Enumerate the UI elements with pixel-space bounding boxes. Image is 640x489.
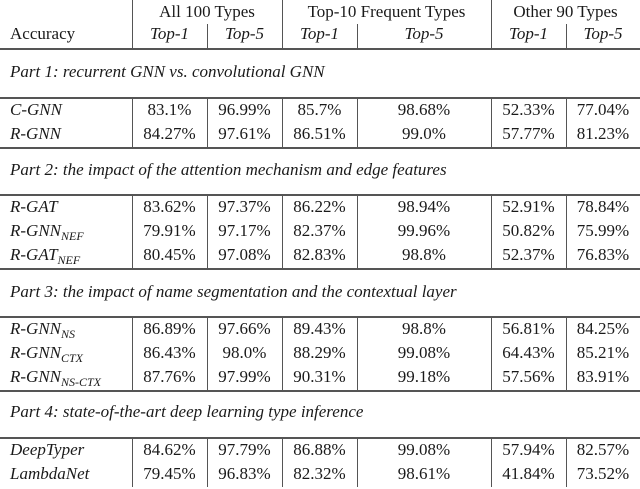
value-cell: 97.99% bbox=[218, 367, 271, 386]
divider bbox=[282, 0, 283, 49]
model-name: R-GNN bbox=[10, 221, 61, 240]
divider bbox=[0, 48, 640, 50]
value-cell: 82.37% bbox=[293, 221, 346, 240]
divider bbox=[132, 97, 133, 147]
value-cell: 98.8% bbox=[402, 245, 446, 264]
row-label bbox=[10, 438, 84, 462]
row-label bbox=[10, 341, 83, 365]
value-cell: 96.99% bbox=[218, 100, 271, 119]
value-cell: 73.52% bbox=[576, 464, 630, 483]
row-label bbox=[10, 195, 58, 219]
divider bbox=[491, 194, 492, 268]
value-cell: 98.8% bbox=[402, 319, 446, 338]
value-cell: 87.76% bbox=[143, 367, 196, 386]
divider bbox=[491, 0, 492, 49]
divider bbox=[357, 24, 358, 49]
value-cell: 83.1% bbox=[147, 100, 192, 119]
value-cell: 97.61% bbox=[218, 124, 271, 143]
value-cell: 75.99% bbox=[576, 221, 630, 240]
divider bbox=[357, 437, 358, 487]
model-name: R-GNN bbox=[10, 124, 61, 143]
divider bbox=[0, 147, 640, 149]
model-name: R-GNN bbox=[10, 343, 61, 362]
model-name: C-GNN bbox=[10, 100, 62, 119]
value-cell: 52.91% bbox=[502, 197, 555, 216]
value-cell: 78.84% bbox=[576, 197, 630, 216]
row-label bbox=[10, 365, 101, 389]
value-cell: 81.23% bbox=[576, 124, 630, 143]
row-label bbox=[10, 243, 80, 267]
header-subcol: Top-1 bbox=[299, 24, 340, 43]
value-cell: 86.43% bbox=[143, 343, 196, 362]
divider bbox=[357, 194, 358, 268]
divider bbox=[207, 97, 208, 147]
value-cell: 82.83% bbox=[293, 245, 346, 264]
divider bbox=[566, 97, 567, 147]
value-cell: 89.43% bbox=[293, 319, 346, 338]
value-cell: 99.96% bbox=[397, 221, 451, 240]
divider bbox=[132, 316, 133, 390]
divider bbox=[357, 97, 358, 147]
divider bbox=[207, 24, 208, 49]
row-label bbox=[10, 98, 62, 122]
row-label bbox=[10, 219, 84, 243]
value-cell: 52.33% bbox=[502, 100, 555, 119]
divider bbox=[491, 316, 492, 390]
divider bbox=[357, 316, 358, 390]
value-cell: 86.51% bbox=[293, 124, 346, 143]
divider bbox=[282, 194, 283, 268]
value-cell: 41.84% bbox=[502, 464, 555, 483]
divider bbox=[207, 437, 208, 487]
divider bbox=[207, 316, 208, 390]
header-group: All 100 Types bbox=[159, 2, 255, 21]
model-name: R-GNN bbox=[10, 319, 61, 338]
header-subcol: Top-5 bbox=[404, 24, 444, 43]
divider bbox=[132, 437, 133, 487]
divider bbox=[132, 0, 133, 49]
part-title: Part 4: state-of-the-art deep learning type inference bbox=[10, 402, 364, 421]
divider bbox=[282, 97, 283, 147]
value-cell: 84.27% bbox=[143, 124, 196, 143]
row-label bbox=[10, 462, 89, 486]
value-cell: 97.66% bbox=[218, 319, 271, 338]
header-row-label: Accuracy bbox=[10, 24, 76, 43]
value-cell: 90.31% bbox=[293, 367, 346, 386]
divider bbox=[566, 437, 567, 487]
value-cell: 97.37% bbox=[218, 197, 271, 216]
model-variant: NEF bbox=[61, 229, 84, 243]
value-cell: 86.88% bbox=[293, 440, 346, 459]
value-cell: 85.7% bbox=[297, 100, 342, 119]
model-name: DeepTyper bbox=[10, 440, 85, 459]
model-name: R-GAT bbox=[10, 197, 58, 216]
value-cell: 57.56% bbox=[502, 367, 555, 386]
header-group: Top-10 Frequent Types bbox=[307, 2, 466, 21]
divider bbox=[0, 268, 640, 270]
value-cell: 57.94% bbox=[502, 440, 555, 459]
value-cell: 77.04% bbox=[576, 100, 630, 119]
model-variant: NS bbox=[61, 327, 76, 341]
divider bbox=[491, 97, 492, 147]
value-cell: 83.62% bbox=[143, 197, 196, 216]
divider bbox=[282, 316, 283, 390]
divider bbox=[0, 390, 640, 392]
value-cell: 82.32% bbox=[293, 464, 346, 483]
value-cell: 97.79% bbox=[218, 440, 271, 459]
value-cell: 96.83% bbox=[218, 464, 271, 483]
value-cell: 99.0% bbox=[402, 124, 446, 143]
header-group: Other 90 Types bbox=[513, 2, 618, 21]
divider bbox=[207, 194, 208, 268]
divider bbox=[566, 24, 567, 49]
divider bbox=[282, 437, 283, 487]
value-cell: 50.82% bbox=[502, 221, 555, 240]
value-cell: 99.18% bbox=[397, 367, 451, 386]
value-cell: 97.17% bbox=[218, 221, 271, 240]
header-subcol: Top-1 bbox=[149, 24, 190, 43]
value-cell: 57.77% bbox=[502, 124, 555, 143]
value-cell: 88.29% bbox=[293, 343, 346, 362]
part-title: Part 3: the impact of name segmentation and the contextual layer bbox=[10, 282, 457, 301]
divider bbox=[566, 194, 567, 268]
header-subcol: Top-5 bbox=[224, 24, 265, 43]
divider bbox=[132, 194, 133, 268]
divider bbox=[491, 437, 492, 487]
value-cell: 56.81% bbox=[502, 319, 555, 338]
model-variant: NS-CTX bbox=[61, 375, 102, 389]
value-cell: 84.62% bbox=[143, 440, 196, 459]
value-cell: 76.83% bbox=[576, 245, 630, 264]
value-cell: 79.45% bbox=[143, 464, 196, 483]
value-cell: 79.91% bbox=[143, 221, 196, 240]
value-cell: 64.43% bbox=[502, 343, 555, 362]
model-name: LambdaNet bbox=[10, 464, 90, 483]
value-cell: 98.0% bbox=[222, 343, 267, 362]
model-name: R-GAT bbox=[10, 245, 58, 264]
row-label bbox=[10, 317, 75, 341]
value-cell: 84.25% bbox=[576, 319, 630, 338]
value-cell: 99.08% bbox=[397, 343, 451, 362]
value-cell: 98.68% bbox=[397, 100, 451, 119]
value-cell: 80.45% bbox=[143, 245, 196, 264]
value-cell: 85.21% bbox=[576, 343, 630, 362]
part-title: Part 2: the impact of the attention mechanism and edge features bbox=[10, 160, 447, 179]
row-label bbox=[10, 122, 61, 146]
value-cell: 52.37% bbox=[502, 245, 555, 264]
value-cell: 86.22% bbox=[293, 197, 346, 216]
model-variant: CTX bbox=[61, 351, 84, 365]
value-cell: 99.08% bbox=[397, 440, 451, 459]
value-cell: 98.61% bbox=[397, 464, 451, 483]
model-name: R-GNN bbox=[10, 367, 61, 386]
part-title: Part 1: recurrent GNN vs. convolutional GNN bbox=[10, 62, 325, 81]
header-subcol: Top-5 bbox=[583, 24, 623, 43]
header-subcol: Top-1 bbox=[508, 24, 549, 43]
divider bbox=[566, 316, 567, 390]
value-cell: 83.91% bbox=[576, 367, 630, 386]
value-cell: 82.57% bbox=[576, 440, 630, 459]
value-cell: 97.08% bbox=[218, 245, 271, 264]
value-cell: 86.89% bbox=[143, 319, 196, 338]
value-cell: 98.94% bbox=[397, 197, 451, 216]
model-variant: NEF bbox=[57, 253, 81, 267]
